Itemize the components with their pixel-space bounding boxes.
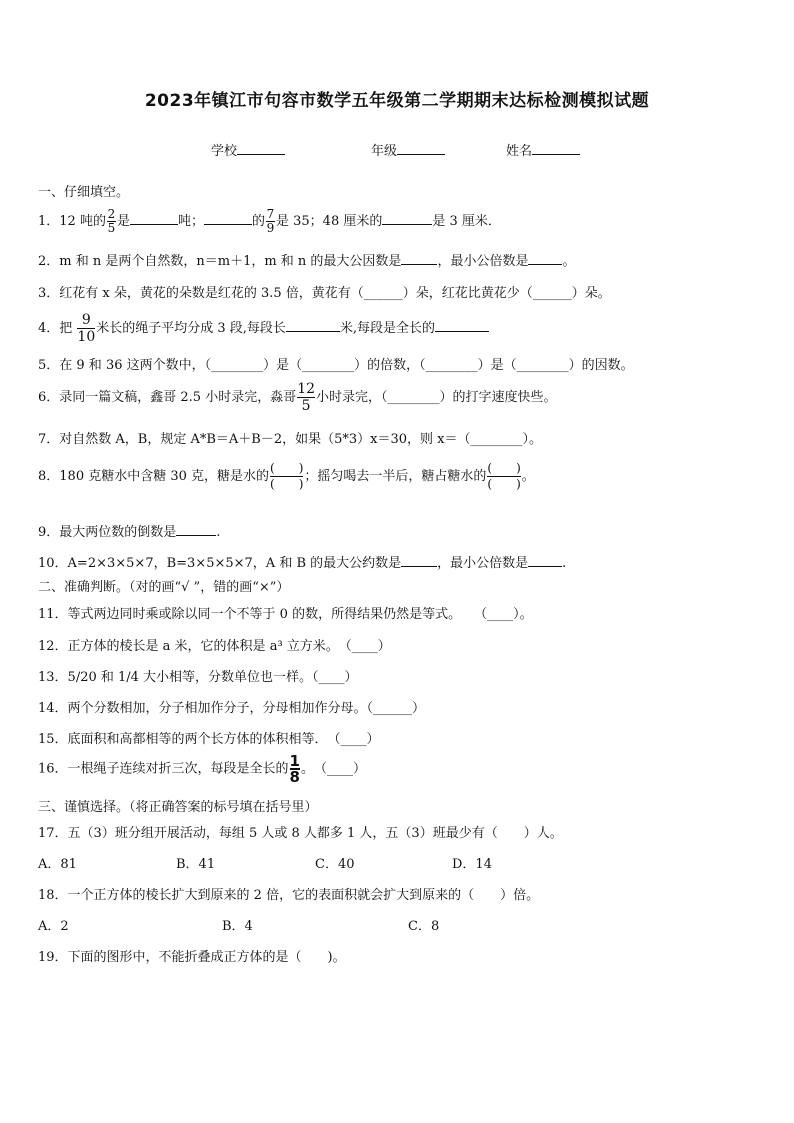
fraction-blank[interactable]: $\frac{( )}{( )}$ xyxy=(487,461,521,491)
question-5: 5．在 9 和 36 这两个数中，（________）是（________）的倍数，（________）是（________）的因数。 xyxy=(38,358,634,373)
fraction: $\frac{12}{5}$ xyxy=(297,381,316,414)
question-8: 8．180 克糖水中含糖 30 克，糖是水的 $\frac{( )}{( )}$ ；摇匀喝去一半后，糖占糖水的 $\frac{( )}{( )}$ 。 xyxy=(38,461,535,491)
question-11: 11．等式两边同时乘或除以同一个不等于 0 的数，所得结果仍然是等式。 （____）。 xyxy=(38,607,533,622)
option-b[interactable]: B．41 xyxy=(176,857,216,872)
section-heading-3: 三、谨慎选择。（将正确答案的标号填在括号里） xyxy=(38,800,318,815)
fraction: $\frac{2}{5}$ xyxy=(107,207,116,235)
question-9: 9．最大两位数的倒数是 . xyxy=(38,521,774,540)
question-19: 19．下面的图形中，不能折叠成正方体的是（ )。 xyxy=(38,950,346,965)
question-2: 2．m 和 n 是两个自然数，n＝m＋1，m 和 n 的最大公因数是 ，最小公倍数是 。 xyxy=(38,250,774,269)
question-1: 1．12 吨的 $\frac{2}{5}$ 是 吨； 的 $\frac{7}{9}$ 是 35；48 厘米的 是 3 厘米． xyxy=(38,207,501,235)
option-c[interactable]: C．40 xyxy=(315,857,355,872)
question-4: 4．把 $\frac{9}{10}$ 米长的绳子平均分成 3 段,每段长 米,每段是全长的 xyxy=(38,312,774,345)
fraction: $\frac{7}{9}$ xyxy=(266,207,275,235)
fraction: $\frac{1}{8}$ xyxy=(289,752,300,786)
question-12: 12．正方体的棱长是 a 米，它的体积是 a³ 立方米。 （____） xyxy=(38,639,391,654)
question-15: 15．底面积和高都相等的两个长方体的体积相等． （____） xyxy=(38,732,380,747)
option-a[interactable]: A．2 xyxy=(38,919,69,934)
question-13: 13．5/20 和 1/4 大小相等，分数单位也一样。（____） xyxy=(38,670,358,685)
option-c[interactable]: C．8 xyxy=(408,919,440,934)
option-d[interactable]: D．14 xyxy=(452,857,492,872)
option-b[interactable]: B．4 xyxy=(222,919,253,934)
school-field[interactable]: 学校 xyxy=(211,140,285,159)
question-16: 16．一根绳子连续对折三次，每段是全长的 $\frac{1}{8}$ 。 （____） xyxy=(38,752,366,786)
fraction: $\frac{9}{10}$ xyxy=(77,312,96,345)
question-18: 18．一个正方体的棱长扩大到原来的 2 倍，它的表面积就会扩大到原来的（ ）倍。 xyxy=(38,888,540,903)
name-field[interactable]: 姓名 xyxy=(506,140,580,159)
section-heading-2: 二、准确判断。（对的画“√ ”，错的画“×”） xyxy=(38,580,290,595)
page-title: 2023年镇江市句容市数学五年级第二学期期末达标检测模拟试题 xyxy=(144,91,650,111)
grade-field[interactable]: 年级 xyxy=(371,140,445,159)
question-14: 14．两个分数相加，分子相加作分子，分母相加作分母。（______） xyxy=(38,701,426,716)
section-heading-1: 一、仔细填空。 xyxy=(38,185,130,200)
question-7: 7．对自然数 A，B，规定 A*B＝A＋B－2，如果（5*3）x＝30，则 x＝（________）。 xyxy=(38,432,543,447)
option-a[interactable]: A．81 xyxy=(38,857,77,872)
question-3: 3．红花有 x 朵，黄花的朵数是红花的 3.5 倍，黄花有（______）朵，红花比黄花少（______）朵。 xyxy=(38,286,611,301)
question-10: 10．A=2×3×5×7，B=3×5×5×7，A 和 B 的最大公约数是 ，最小公倍数是 . xyxy=(38,552,774,571)
question-17: 17．五（3）班分组开展活动，每组 5 人或 8 人都多 1 人，五（3）班最少有（ ）人。 xyxy=(38,826,563,841)
fraction-blank[interactable]: $\frac{( )}{( )}$ xyxy=(270,461,304,491)
question-6: 6．录同一篇文稿，鑫哥 2.5 小时录完，淼哥 $\frac{12}{5}$ 小时录完，（________）的打字速度快些。 xyxy=(38,381,557,414)
